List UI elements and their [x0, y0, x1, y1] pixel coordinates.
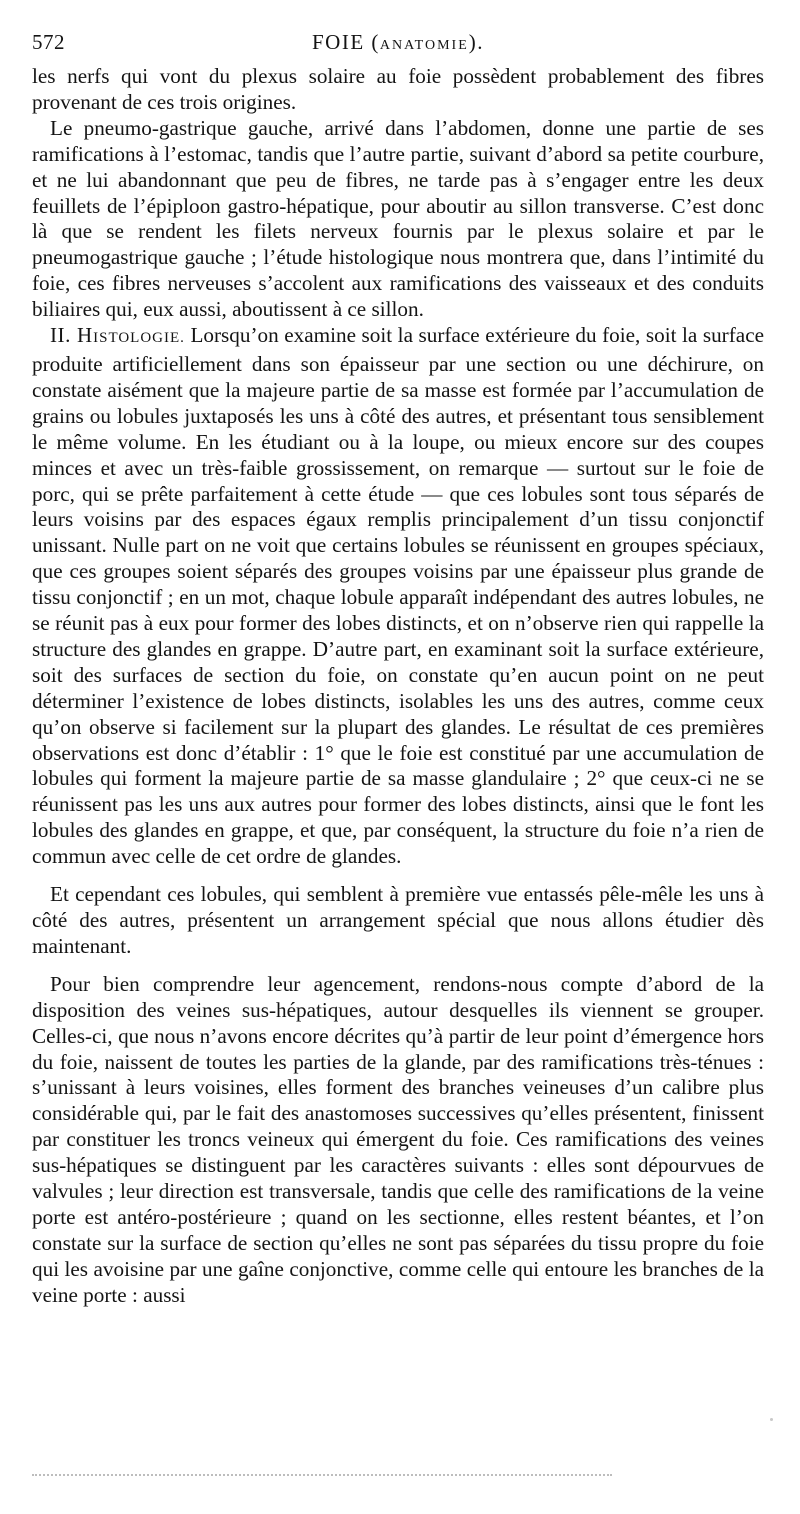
paragraph-histology-text: Lorsqu’on examine soit la surface extérieure du foie, soit la surface produite artificiellement dans son épaisseur par une section ou une déchirure, on constate aisément que la majeure partie de sa masse est formée par l’accumulation de grains ou lobules juxtaposés les uns à côté des autres, et présentant tous sensiblement le même volume. En les étudiant ou à la loupe, ou mieux encore sur des coupes minces et avec un très-faible grossissement, on remarque — surtout sur le foie de porc, qui se prête parfaitement à cette étude — que ces lobules sont tous séparés de leurs voisins par des espaces égaux remplis principalement d’un tissu conjonctif unissant. Nulle part on ne voit que certains lobules se réunissent en groupes spéciaux, que ces groupes soient séparés des groupes voisins par une épaisseur plus grande de tissu conjonctif ; en un mot, chaque lobule apparaît indépendant des autres lobules, ne se réunit pas à eux pour former des lobes distincts, et on n’observe rien qui rappelle la structure des glandes en grappe. D’autre part, en examinant soit la surface extérieure, soit des surfaces de section du foie, on constate qu’en aucun point on ne peut déterminer l’existence de lobes distincts, isolables les uns des autres, comme ceux qu’on observe si facilement sur la plupart des glandes. Le résultat de ces premières observations est donc d’établir : 1° que le foie est constitué par une accumulation de lobules qui forment la majeure partie de sa masse glandulaire ; 2° que ceux-ci ne se réunissent pas les uns aux autres pour former des lobes distincts, ainsi que le font les lobules des glandes en grappe, et que, par conséquent, la structure du foie n’a rien de commun avec celle de cet ordre de glandes. [32, 323, 765, 869]
running-title-paren-open: ( [371, 30, 380, 54]
paragraph-continuation: les nerfs qui vont du plexus solaire au foie possèdent probablement des fibres provenant de ces trois origines. [32, 64, 764, 114]
scan-speck [770, 1418, 773, 1421]
paragraph-hepatic-veins: Pour bien comprendre leur agencement, rendons-nous compte d’abord de la disposition des veines sus-hépatiques, autour desquelles ils viennent se grouper. Celles-ci, que nous n’avons encore décrites qu’à partir de leur point d’émergence hors du foie, naissent de toutes les parties de la glande, par des ramifications très-ténues : s’unissant à leurs voisines, elles forment des branches veineuses d’un calibre plus considérable qui, par le fait des anastomoses successives qu’elles présentent, finissent par constituer les troncs veineux qui émergent du foie. Ces ramifications des veines sus-hépatiques se distinguent par les caractères suivants : elles sont dépourvues de valvules ; leur direction est transversale, tandis que celle des ramifications de la veine porte est antéro-postérieure ; quand on les sectionne, elles restent béantes, et l’on constate sur la surface de section qu’elles ne sont pas séparées du tissu propre du foie qui les avoisine par une gaîne conjonctive, comme celle qui entoure les branches de la veine porte : aussi [32, 971, 764, 1307]
running-title [32, 30, 764, 55]
page-number: 572 [32, 30, 65, 54]
paragraph-pneumogastric: Le pneumo-gastrique gauche, arrivé dans l’abdomen, donne une partie de ses ramifications à l’estomac, tandis que l’autre partie, suivant d’abord sa petite courbure, et ne lui abandonnant que peu de fibres, ne tarde pas à s’engager entre les deux feuillets de l’épiploon gastro-hépatique, pour aboutir au sillon transverse. C’est donc là que se rendent les filets nerveux fournis par le plexus solaire et par le pneumogastrique gauche ; l’étude histologique nous montrera que, dans l’intimité du foie, ces fibres nerveuses s’accolent aux ramifications des vaisseaux et des conduits biliaires qui, eux aussi, aboutissent à ce sillon. [32, 115, 764, 322]
section-heading [50, 323, 185, 347]
section-number: II. [50, 323, 71, 348]
running-title-subject: ANATOMIE [379, 38, 469, 53]
paragraph-lobules: Et cependant ces lobules, qui semblent à première vue entassés pêle-mêle les uns à côté des autres, présentent un arrangement spécial que nous allons étudier dès maintenant. [32, 882, 764, 958]
running-title-paren-close: ). [468, 30, 485, 54]
footer-rule [32, 1474, 612, 1476]
body-text [32, 64, 764, 1309]
paragraph-histology [32, 323, 764, 870]
section-title: HISTOLOGIE. [76, 323, 185, 348]
page-content [32, 30, 764, 1309]
running-header [32, 30, 764, 64]
running-title-main: FOIE [311, 30, 365, 54]
